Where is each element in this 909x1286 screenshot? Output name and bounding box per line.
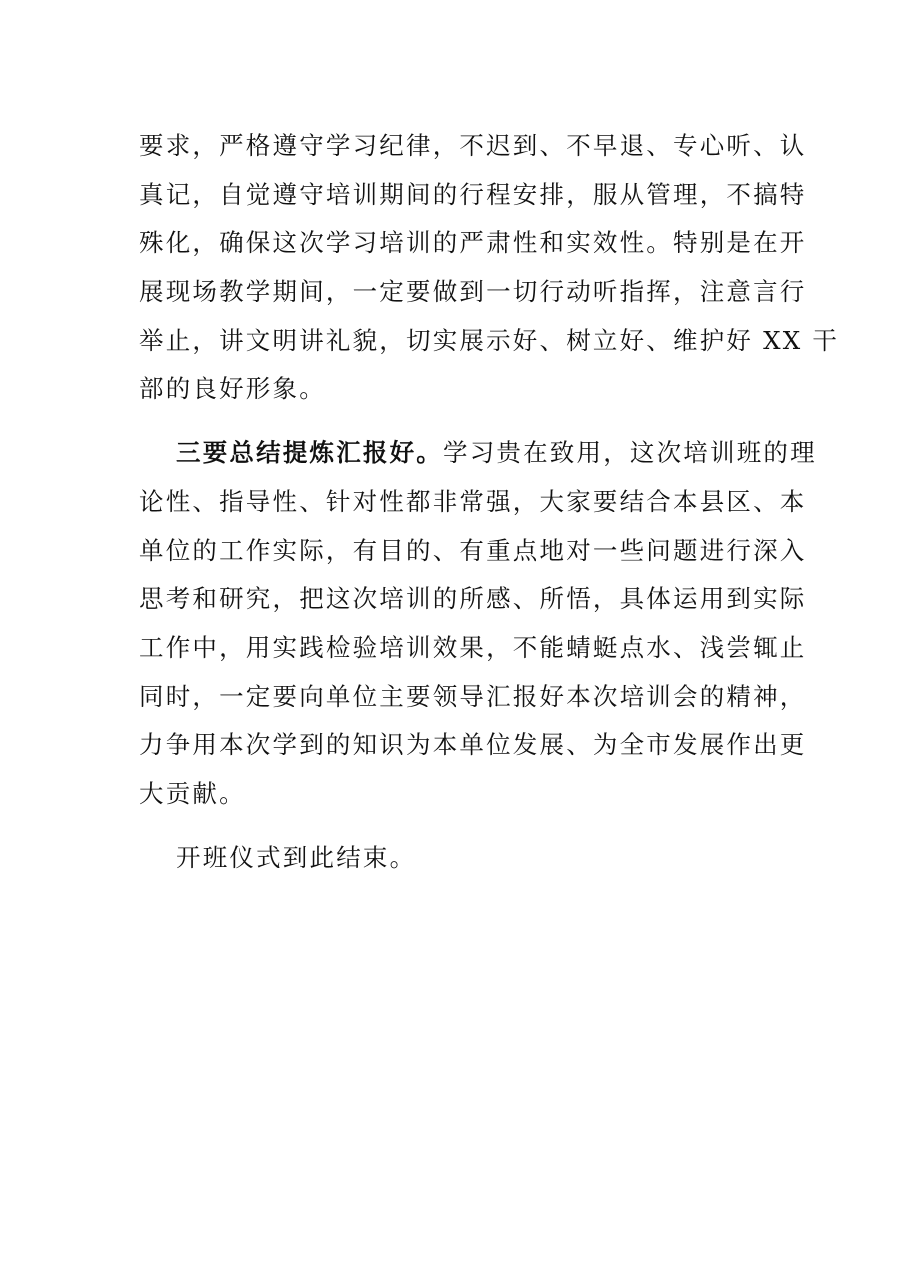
text-line-with-heading: [139, 429, 817, 478]
paragraph-discipline: [139, 122, 840, 414]
text-line: 部的良好形象。: [139, 374, 326, 404]
text-line: 论性、指导性、针对性都非常强，大家要结合本县区、本: [139, 486, 807, 516]
text-line: 要求，严格遵守学习纪律，不迟到、不早退、专心听、认: [139, 131, 807, 160]
document-body: [139, 122, 840, 882]
text-line: 展现场教学期间，一定要做到一切行动听指挥，注意言行: [139, 277, 807, 307]
text-line: 单位的工作实际，有目的、有重点地对一些问题进行深入: [139, 535, 807, 565]
text-line: 力争用本次学到的知识为本单位发展、为全市发展作出更: [139, 730, 807, 760]
paragraph-heading: 三要总结提炼汇报好。: [176, 438, 443, 468]
text-line: 工作中，用实践检验培训效果，不能蜻蜓点水、浅尝辄止: [139, 632, 807, 662]
paragraph-summary-report: [139, 429, 817, 819]
text-line: 真记，自觉遵守培训期间的行程安排，服从管理，不搞特: [139, 179, 807, 209]
text-line: 同时，一定要向单位主要领导汇报好本次培训会的精神，: [139, 681, 807, 711]
text-line: 大贡献。: [139, 778, 246, 808]
text-line: 殊化，确保这次学习培训的严肃性和实效性。特别是在开: [139, 228, 807, 258]
paragraph-spacer: [139, 819, 775, 834]
closing-line: 开班仪式到此结束。: [176, 842, 417, 872]
text-line: 举止，讲文明讲礼貌，切实展示好、树立好、维护好 XX 干: [139, 325, 840, 355]
text-run: 学习贵在致用，这次培训班的理: [443, 438, 817, 468]
paragraph-spacer: [139, 414, 775, 429]
paragraph-closing: [139, 834, 775, 883]
text-line: 思考和研究，把这次培训的所感、所悟，具体运用到实际: [139, 584, 807, 614]
